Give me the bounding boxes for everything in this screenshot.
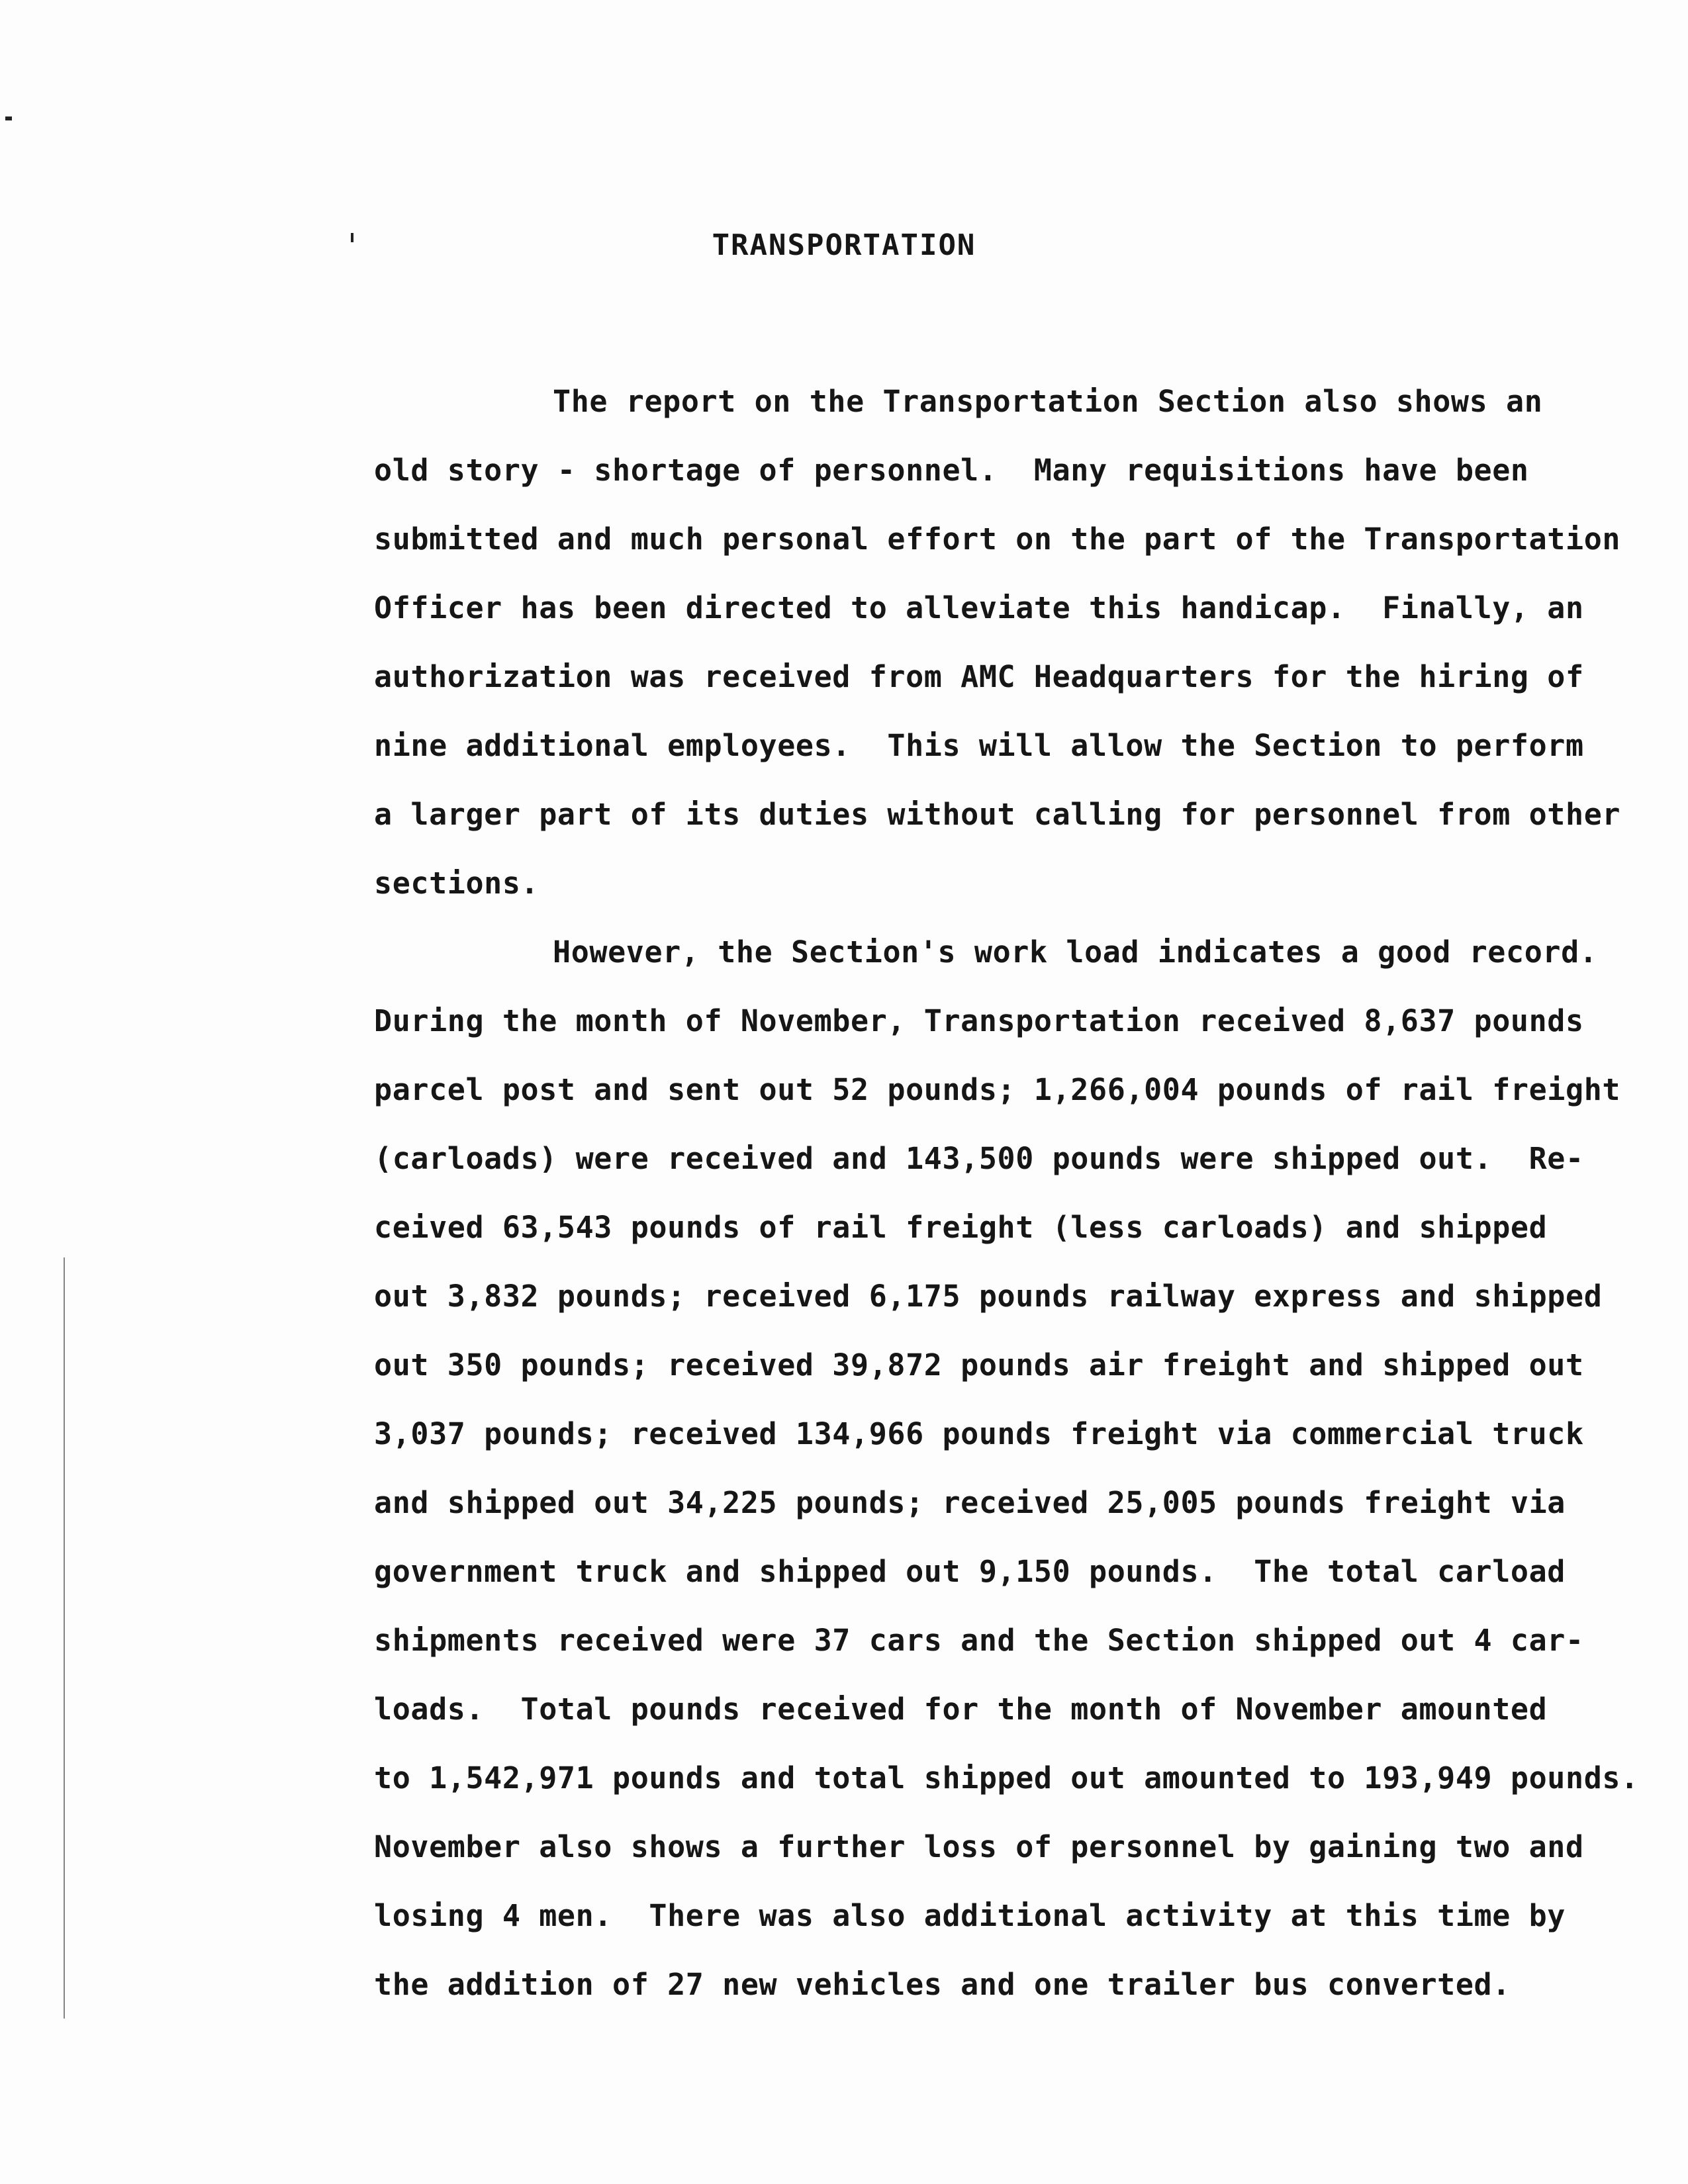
text-line: the addition of 27 new vehicles and one trailer bus converted. (374, 1967, 1511, 2002)
text-line: However, the Section's work load indicates a good record. (553, 934, 1598, 970)
text-line: (carloads) were received and 143,500 pounds were shipped out. Re- (374, 1141, 1584, 1176)
text-line: sections. (374, 866, 539, 901)
text-line: 3,037 pounds; received 134,966 pounds freight via commercial truck (374, 1416, 1584, 1451)
text-line: a larger part of its duties without calling for personnel from other (374, 797, 1621, 832)
text-line: Officer has been directed to alleviate this handicap. Finally, an (374, 590, 1584, 625)
text-line: authorization was received from AMC Headquarters for the hiring of (374, 659, 1584, 694)
text-line: government truck and shipped out 9,150 pounds. The total carload (374, 1554, 1566, 1589)
text-line: submitted and much personal effort on the part of the Transportation (374, 522, 1621, 557)
scan-speck (5, 116, 12, 120)
text-line: shipments received were 37 cars and the Section shipped out 4 car- (374, 1623, 1584, 1658)
text-line: nine additional employees. This will allow the Section to perform (374, 728, 1584, 763)
text-line: November also shows a further loss of personnel by gaining two and (374, 1829, 1584, 1864)
text-line: parcel post and sent out 52 pounds; 1,266,004 pounds of rail freight (374, 1072, 1621, 1107)
text-line: out 3,832 pounds; received 6,175 pounds railway express and shipped (374, 1279, 1603, 1314)
text-line: out 350 pounds; received 39,872 pounds air freight and shipped out (374, 1347, 1584, 1383)
scan-edge-line (64, 1257, 65, 2019)
page-title: TRANSPORTATION (712, 228, 976, 262)
body-text (374, 367, 1639, 2019)
text-line: old story - shortage of personnel. Many requisitions have been (374, 453, 1529, 488)
text-line: The report on the Transportation Section also shows an (553, 384, 1543, 419)
text-line: losing 4 men. There was also additional activity at this time by (374, 1898, 1566, 1933)
text-line: During the month of November, Transportation received 8,637 pounds (374, 1003, 1584, 1038)
text-line: and shipped out 34,225 pounds; received 25,005 pounds freight via (374, 1485, 1566, 1520)
text-line: ceived 63,543 pounds of rail freight (less carloads) and shipped (374, 1210, 1548, 1245)
text-line: loads. Total pounds received for the month of November amounted (374, 1692, 1548, 1727)
text-line: to 1,542,971 pounds and total shipped out amounted to 193,949 pounds. (374, 1760, 1639, 1796)
